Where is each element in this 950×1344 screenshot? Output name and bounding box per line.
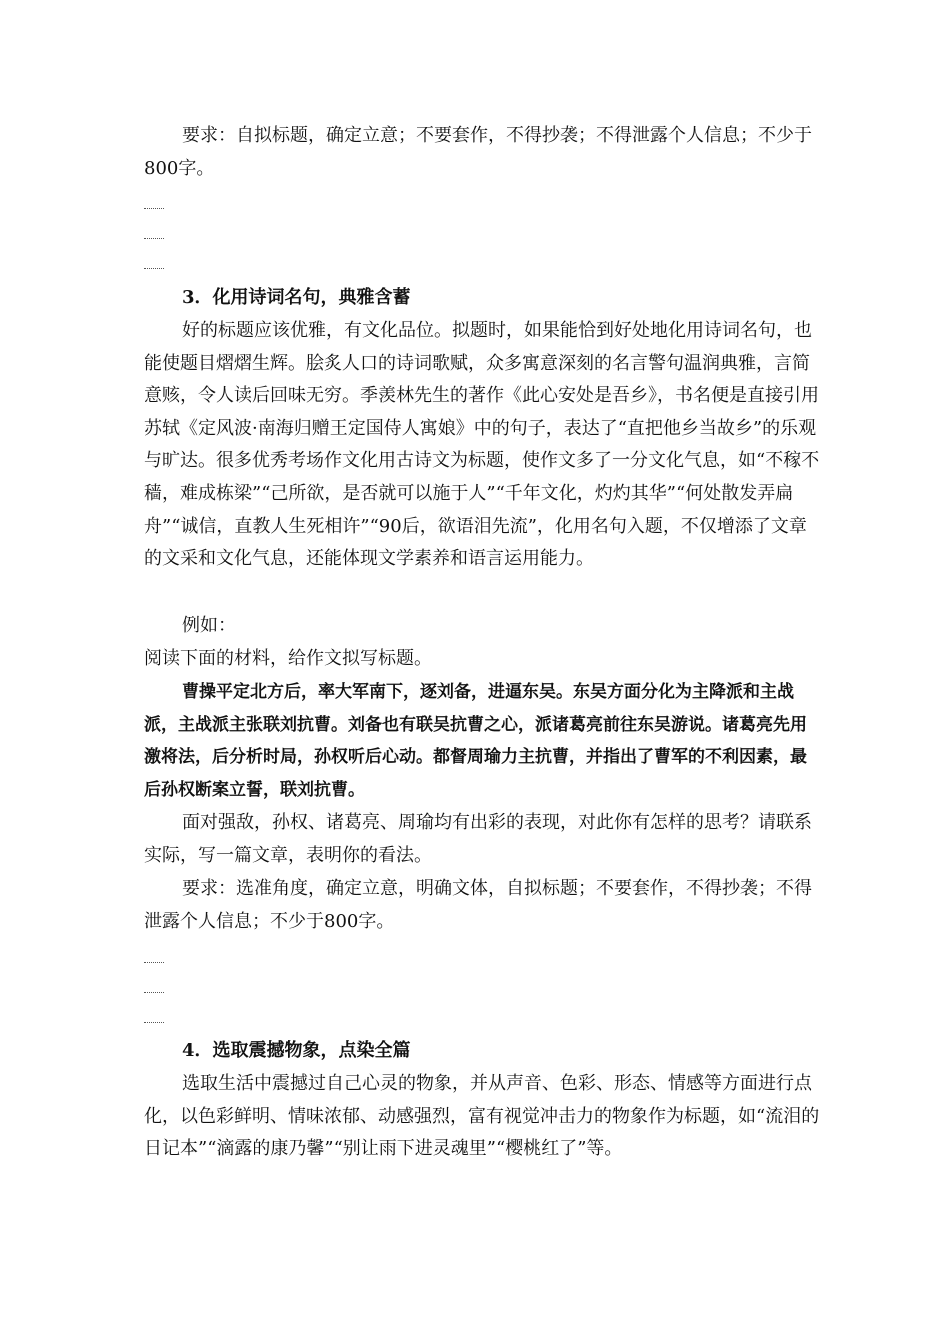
section-4-heading: 4．选取震撼物象，点染全篇 [182, 1040, 411, 1061]
requirement-paragraph: 要求：自拟标题，确定立意；不要套作，不得抄袭；不得泄露个人信息；不少于800字。 [144, 125, 812, 179]
example-label: 例如： [182, 615, 236, 636]
example-requirement: 要求：选准角度，确定立意，明确文体，自拟标题；不要套作，不得抄袭；不得泄露个人信息；不少于800字。 [144, 878, 812, 932]
example-instruction: 阅读下面的材料，给作文拟写标题。 [144, 648, 432, 669]
answer-line-1 [144, 208, 164, 209]
answer-line-5 [144, 992, 164, 993]
section-3-body: 好的标题应该优雅，有文化品位。拟题时，如果能恰到好处地化用诗词名句，也能使题目熠熠生辉。脍炙人口的诗词歌赋，众多寓意深刻的名言警句温润典雅，言简意赅，令人读后回味无穷。季羡林先生的著作《此心安处是吾乡》，书名便是直接引用苏轼《定风波·南海归赠王定国侍人寓娘》中的句子，表达了“直把他乡当故乡”的乐观与旷达。很多优秀考场作文化用古诗文为标题，使作文多了一分文化气息，如“不稼不穑，难成栋梁”“己所欲，是否就可以施于人”“千年文化，灼灼其华”“何处散发弄扁舟”“诚信，直教人生死相许”“90后，欲语泪先流”，化用名句入题，不仅增添了文章的文采和文化气息，还能体现文学素养和语言运用能力。 [144, 320, 820, 570]
answer-line-4 [144, 962, 164, 963]
answer-line-3 [144, 268, 164, 269]
example-question: 面对强敌，孙权、诸葛亮、周瑜均有出彩的表现，对此你有怎样的思考？请联系实际，写一篇文章，表明你的看法。 [144, 812, 812, 866]
section-3-heading: 3．化用诗词名句，典雅含蓄 [182, 287, 411, 308]
answer-line-6 [144, 1022, 164, 1023]
answer-line-2 [144, 238, 164, 239]
example-material: 曹操平定北方后，率大军南下，逐刘备，进逼东吴。东吴方面分化为主降派和主战派，主战派主张联刘抗曹。刘备也有联吴抗曹之心，派诸葛亮前往东吴游说。诸葛亮先用激将法，后分析时局，孙权听后心动。都督周瑜力主抗曹，并指出了曹军的不利因素，最后孙权断案立誓，联刘抗曹。 [144, 682, 807, 800]
section-4-body: 选取生活中震撼过自己心灵的物象，并从声音、色彩、形态、情感等方面进行点化，以色彩鲜明、情味浓郁、动感强烈，富有视觉冲击力的物象作为标题，如“流泪的日记本”“滴露的康乃馨”“别让雨下进灵魂里”“樱桃红了”等。 [144, 1073, 820, 1160]
